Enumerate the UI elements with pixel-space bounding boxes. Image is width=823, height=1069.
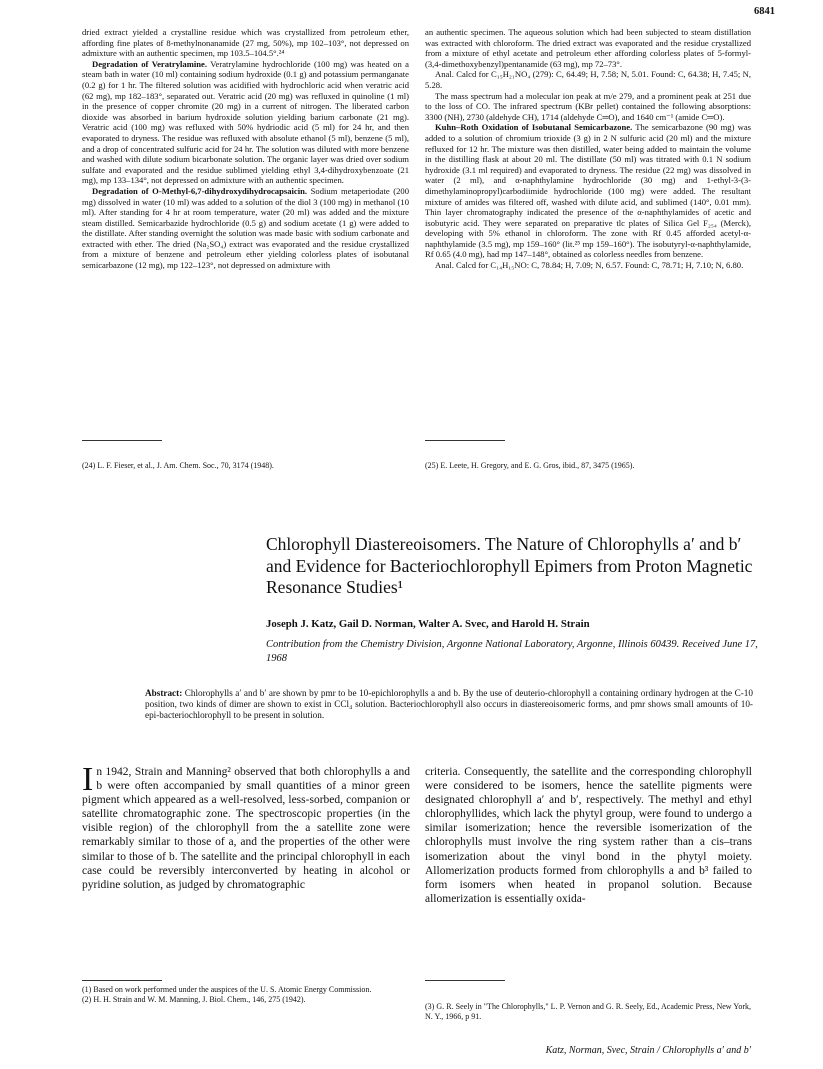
paragraph: Degradation of O-Methyl-6,7-dihydroxydihydrocapsaicin. Sodium metaperiodate (200 mg) dissolved in water (10 ml) was added to a solution of the diol 3 (100 mg) in methanol (10 ml). After standing for 4 hr at room temperature, water (20 ml) was added and the mixture steam distilled. Semicarbazide hydrochloride (0.5 g) and sodium acetate (1 g) were added to the distillate. After standing overnight the solution was made basic with sodium carbonate and extracted with ether. The dried (Na₂SO₄) extract was evaporated and the residue crystallized from a mixture of benzene and petroleum ether yielding colorless plates of isobutanal semicarbazone (12 mg), mp 122–123°, not depressed on admixture with: [82, 185, 409, 271]
footnote-3: (3) G. R. Seely in "The Chlorophylls," L. P. Vernon and G. R. Seely, Ed., Academic Press, New York, N. Y., 1966, p 91.: [425, 1002, 751, 1021]
running-footer: Katz, Norman, Svec, Strain / Chlorophylls a′ and b′: [545, 1045, 751, 1056]
section-heading: Degradation of Veratrylamine.: [92, 58, 207, 69]
page-number: 6841: [754, 6, 775, 17]
abstract-text: Chlorophylls a′ and b′ are shown by pmr to be 10-epichlorophylls a and b. By the use of deuterio-chlorophyll a containing ordinary hydrogen at the C-10 position, two kinds of dimer are shown to exist in CCl₄ solution. Bacteriochlorophyll also occurs in diastereoisomeric forms, and pmr shows small amounts of 10-epi-bacteriochlorophyll to be present in solution.: [145, 688, 753, 721]
top-left-column: [82, 27, 409, 271]
footnote-24: (24) L. F. Fieser, et al., J. Am. Chem. Soc., 70, 3174 (1948).: [82, 461, 274, 470]
section-heading: Degradation of O-Methyl-6,7-dihydroxydihydrocapsaicin.: [92, 185, 308, 196]
top-right-column: [425, 27, 751, 271]
article-title: Chlorophyll Diastereoisomers. The Nature of Chlorophylls a′ and b′ and Evidence for Bacteriochlorophyll Epimers from Proton Magnetic Resonance Studies¹: [266, 534, 753, 597]
abstract: [145, 688, 753, 722]
analysis-paragraph: Anal. Calcd for C₁₅H₂₁NO₄ (279): C, 64.49; H, 7.58; N, 5.01. Found: C, 64.38; H, 7.45; N, 5.28.: [425, 69, 751, 90]
abstract-label: Abstract:: [145, 688, 183, 698]
paragraph: Degradation of Veratrylamine. Veratrylamine hydrochloride (100 mg) was heated on a steam bath in water (10 ml) containing sodium hydroxide (0.1 g) and potassium permanganate (0.2 g) for 1 hr. The filtered solution was acidified with hydrochloric acid when veratric acid (62 mg), mp 182–183°, separated out. Veratric acid (20 mg) was refluxed in quinoline (1 ml) in the presence of copper chromite (20 mg) in a current of nitrogen. The liberated carbon dioxide was absorbed in barium hydroxide solution yielding barium carbonate (21 mg). Veratric acid (100 mg) was refluxed with 50% hydriodic acid (5 ml) for 24 hr, and then evaporated to dryness. The residue was refluxed with absolute ethanol (5 ml), benzene (5 ml), and a drop of concentrated sulfuric acid for 24 hr. The solution was diluted with more benzene and washed with dilute sodium bicarbonate solution. The organic layer was dried over sodium sulfate and evaporated and the residue sublimed yielding ethyl 3,4-dihydroxybenzoate (21 mg), mp 133–134°, not depressed on admixture with an authentic specimen.: [82, 58, 409, 186]
drop-cap: I: [82, 761, 94, 798]
footnote-rule: [425, 980, 505, 981]
footnote-2: (2) H. H. Strain and W. M. Manning, J. Biol. Chem., 146, 275 (1942).: [82, 995, 306, 1004]
body-right-column: criteria. Consequently, the satellite and the corresponding chlorophyll were considered to be isomers, hence the satellite pigments were designated chlorophyll a′ and b′, respectively. The methyl and ethyl chlorophyllides, which lack the phytyl group, were found to undergo a similar isomerization; hence the reversible isomerization of the chlorophylls must involve the ring system rather than a cis–trans isomerization about the vinyl bond in the phytyl moiety. Allomerization products formed from chlorophylls a and b³ failed to form isomers when heated in propanol solution. Because allomerization is essentially oxida-: [425, 766, 752, 905]
footnote-25: (25) E. Leete, H. Gregory, and E. G. Gros, ibid., 87, 3475 (1965).: [425, 461, 635, 470]
footnote-rule: [425, 440, 505, 441]
analysis-paragraph: Anal. Calcd for C₁₄H₁₅NO: C, 78.84; H, 7.09; N, 6.57. Found: C, 78.71; H, 7.10; N, 6.80.: [435, 260, 744, 271]
footnotes-left: [82, 985, 409, 1005]
affiliation: Contribution from the Chemistry Division, Argonne National Laboratory, Argonne, Illinois 60439. Received June 17, 1968: [266, 639, 758, 664]
paragraph: Kuhn–Roth Oxidation of Isobutanal Semicarbazone. The semicarbazone (90 mg) was added to a solution of chromium trioxide (3 g) in 2 N sulfuric acid (20 ml) and the mixture refluxed for 12 hr. The mixture was then distilled, water being added to maintain the volume in the distilling flask at about 20 ml. The distillate (50 ml) was titrated with 0.1 N sodium hydroxide (3.1 ml required) and evaporated to dryness. The residue (22 mg) was dissolved in water (2 ml), and α-naphthylamine hydrochloride (30 mg) and 1-ethyl-3-(3-dimethylaminopropyl)carbodiimide hydrochloride (100 mg) were added. The resultant mixture of amides was filtered off, washed with dilute acid, and sublimed (140°, 0.01 mm). Thin layer chromatography indicated the presence of the α-naphthylamides of acetic and isobutyric acid. They were separated on preparative tlc plates of Silica Gel F₂₅₄ (Merck), developing with 5% ethanol in chloroform. The zone with Rf 0.45 afforded acetyl-α-naphthylamide (3.5 mg), mp 159–160° (lit.²⁵ mp 159–160°). The isobutyryl-α-naphthylamide, Rf 0.65 (4.0 mg), had mp 147–148°, obtained as colorless needles from benzene.: [425, 122, 751, 260]
paragraph: dried extract yielded a crystalline residue which was crystallized from petroleum ether, affording fine plates of 8-methylnonanamide (27 mg, 50%), mp 102–103°, not depressed on admixture with an authentic specimen, mp 103.5–104.5°.²⁴: [82, 27, 409, 59]
section-heading: Kuhn–Roth Oxidation of Isobutanal Semicarbazone.: [435, 122, 633, 133]
author-list: Joseph J. Katz, Gail D. Norman, Walter A. Svec, and Harold H. Strain: [266, 618, 590, 630]
body-left-column: In 1942, Strain and Manning² observed that both chlorophylls a and b were often accompanied by small quantities of a minor green pigment which appeared as a well-resolved, less-sorbed, companion or satellite chromatographic zone. The spectroscopic properties (in the visible region) of the chlorophyll from the a satellite zone were remarkably similar to those of a, and the properties of the other were similar to those of b. The satellite and the principal chlorophyll in each case could be reversibly interconverted by heating in alcohol or pyridine solution, as judged by chromatographic: [82, 761, 410, 891]
paragraph: an authentic specimen. The aqueous solution which had been subjected to steam distillation was extracted with chloroform. The dried extract was evaporated and the residue crystallized from a mixture of ethyl acetate and petroleum ether affording colorless plates of 5-formyl-(3,4-dimethoxybenzyl)pentanamide (63 mg), mp 72–73°.: [425, 27, 751, 69]
footnote-rule: [82, 440, 162, 441]
footnote-1: (1) Based on work performed under the auspices of the U. S. Atomic Energy Commission.: [82, 985, 372, 994]
paragraph: The mass spectrum had a molecular ion peak at m/e 279, and a prominent peak at 251 due to the loss of CO. The infrared spectrum (KBr pellet) contained the following absorptions: 3300 (NH), 2730 (aldehyde CH), 1714 (aldehyde C═O), and 1640 cm⁻¹ (amide C═O).: [425, 90, 751, 122]
footnote-rule: [82, 980, 162, 981]
